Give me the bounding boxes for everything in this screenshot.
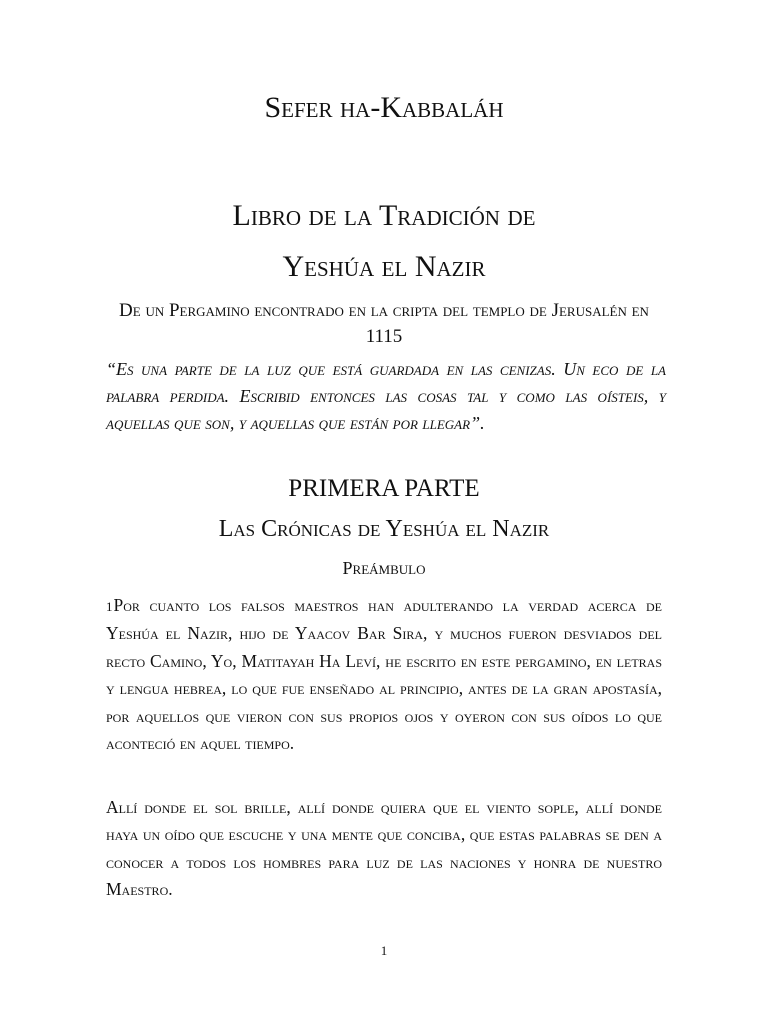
book-subtitle-line2: Yeshúa el Nazir — [282, 250, 486, 283]
part-subheading: Las Crónicas de Yeshúa el Nazir — [218, 516, 550, 542]
body-paragraph-2: Allí donde el sol brille, allí donde quiera que el viento sople, allí donde haya un oído que escuche y una mente que conciba, que estas palabras se den a conocer a todos los hombres para luz de las naciones y honra de nuestro Maestro. — [106, 797, 662, 900]
page-number: 1 — [380, 943, 388, 958]
book-subtitle-line1: Libro de la Tradición de — [232, 199, 536, 232]
paragraph-1-text: Por cuanto los falsos maestros han adulterando la verdad acerca de Yeshúa el Nazir, hijo de Yaacov Bar Sira, y muchos fueron desviados del recto Camino, Yo, Matitayah Ha Leví, he escrito en este pergamino, en letras y lengua hebrea, lo que fue enseñado al principio, antes de la gran apostasía, por aquellos que vieron con sus propios ojos y oyeron con sus oídos lo que aconteció en aquel tiempo. — [106, 595, 662, 754]
epigraph-quote: “Es una parte de la luz que está guardada en las cenizas. Un eco de la palabra perdida. Escribid entonces las cosas tal y como las oísteis, y aquellas que son, y aquellas que están por llegar”. — [106, 359, 666, 433]
book-title: Sefer ha-Kabbaláh — [264, 91, 504, 124]
section-heading: Preámbulo — [342, 558, 426, 578]
part-heading: PRIMERA PARTE — [288, 475, 480, 502]
verse-number: 1 — [106, 599, 113, 614]
body-paragraph-1 — [106, 592, 662, 757]
source-note: De un Pergamino encontrado en la cripta del templo de Jerusalén en 1115 — [119, 300, 649, 347]
